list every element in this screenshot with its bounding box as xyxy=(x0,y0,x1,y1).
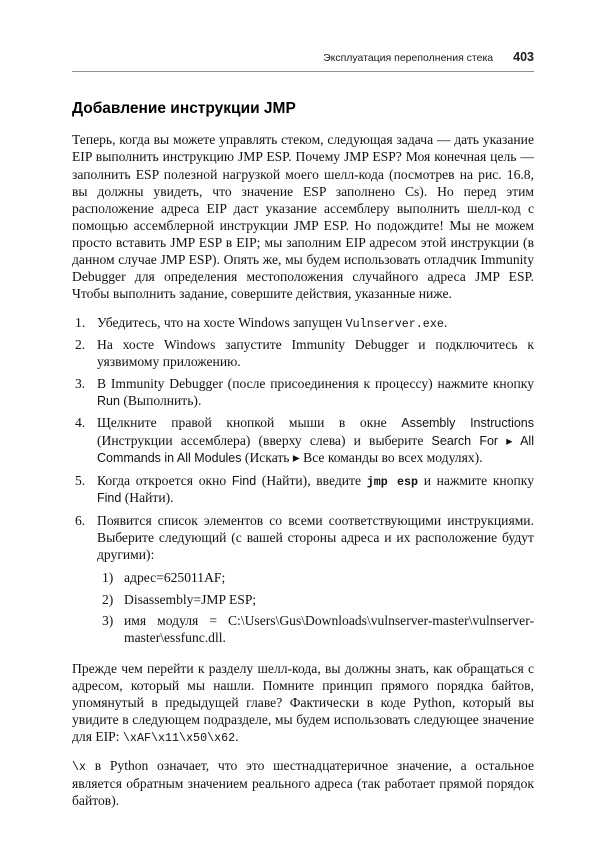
list-item xyxy=(72,512,534,647)
list-item-text: Появится список элементов со всеми соответствующими инструкциями. Выберите следующий (с вашей стороны адреса и их расположение будут другими): xyxy=(97,512,534,562)
list-item-text: Когда откроется окно Find (Найти), введите jmp esp и нажмите кнопку Find (Найти). xyxy=(97,472,534,506)
sublist-item-text: имя модуля = C:\Users\Gus\Downloads\vulnserver-master\vulnserver-master\essfunc.dll. xyxy=(124,613,534,646)
header-rule xyxy=(72,71,534,72)
list-marker: 4. xyxy=(75,414,86,430)
list-marker: 3) xyxy=(102,613,114,629)
list-item-text: Убедитесь, что на хосте Windows запущен Vulnserver.exe. xyxy=(97,314,448,331)
list-item xyxy=(72,472,534,508)
list-marker: 2. xyxy=(75,336,86,352)
list-marker: 2) xyxy=(102,591,114,607)
sublist-item-text: адрес=625011AF; xyxy=(124,570,226,586)
list-item xyxy=(72,375,534,410)
sublist-item xyxy=(100,569,534,586)
list-item xyxy=(72,414,534,467)
list-marker: 1. xyxy=(75,314,86,330)
outro-paragraph-1: Прежде чем перейти к разделу шелл-кода, вы должны знать, как обращаться с адресом, который мы нашли. Помните принцип прямого порядка байтов, упомянутый в предыдущей главе? Фактически в коде Python, который вы увидите в следующем подразделе, мы будем использовать следующее значение для EIP: \xAF\x11\x50\x62. xyxy=(72,660,534,746)
running-head xyxy=(72,50,534,66)
list-item-text: В Immunity Debugger (после присоединения к процессу) нажмите кнопку Run (Выполнить). xyxy=(97,375,534,408)
outro-paragraph-2: \x в Python означает, что это шестнадцатеричное значение, а остальное является обратным значением реального адреса (так работает прямой порядок байтов). xyxy=(72,757,534,808)
sublist-item xyxy=(100,591,534,608)
page-header xyxy=(72,50,534,72)
list-item xyxy=(72,314,534,332)
list-marker: 1) xyxy=(102,570,114,586)
running-title: Эксплуатация переполнения стека xyxy=(323,52,494,64)
page-number: 403 xyxy=(513,50,534,64)
sublist-item xyxy=(100,612,534,646)
list-item-text: Щелкните правой кнопкой мыши в окне Assembly Instructions (Инструкции ассемблера) (вверху слева) и выберите Search For ▸ All Commands in All Modules (Искать ▸ Все команды во всех модулях). xyxy=(97,414,534,466)
sublist xyxy=(100,569,534,647)
intro-paragraph: Теперь, когда вы можете управлять стеком, следующая задача — дать указание EIP выполнить инструкцию JMP ESP. Почему JMP ESP? Моя конечная цель — заполнить ESP полезной нагрузкой моего шелл-кода (посмотрев на рис. 16.8, вы должны увидеть, что значение ESP заполнено Cs). Но перед этим расположение адреса EIP даст указание ассемблеру выполнить шелл-код с помощью ассемблерной инструкции JMP ESP. Но подождите! Мы не можем просто вставить JMP ESP в EIP; мы заполним EIP адресом этой инструкции (в данном случае JMP ESP). Опять же, мы будем использовать отладчик Immunity Debugger для определения местоположения случайного адреса JMP ESP. Чтобы выполнить задание, совершите действия, указанные ниже. xyxy=(72,132,534,302)
list-item xyxy=(72,336,534,370)
sublist-item-text: Disassembly=JMP ESP; xyxy=(124,591,257,607)
list-marker: 3. xyxy=(75,375,86,391)
steps-list xyxy=(72,314,534,647)
list-item-text: На хосте Windows запустите Immunity Debugger и подключитесь к уязвимому приложению. xyxy=(97,336,534,369)
list-marker: 6. xyxy=(75,512,86,528)
section-heading: Добавление инструкции JMP xyxy=(72,99,296,117)
list-marker: 5. xyxy=(75,472,86,488)
